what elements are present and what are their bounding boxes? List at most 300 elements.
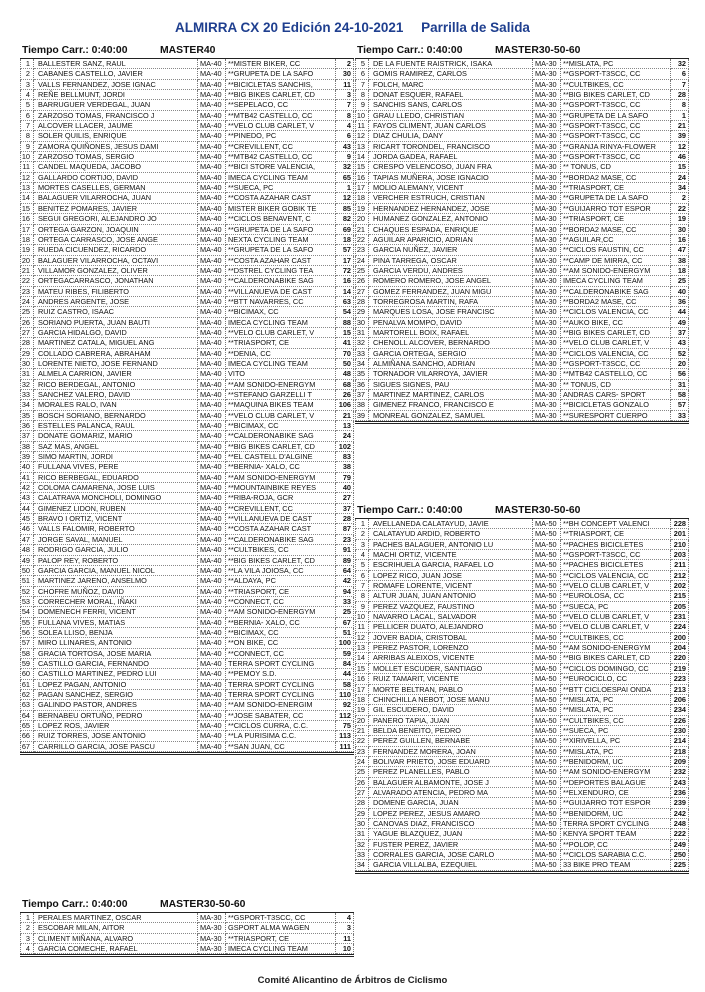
rider-category: MA-30 xyxy=(533,183,561,193)
bib-number: 4 xyxy=(336,913,354,923)
rider-category: MA-50 xyxy=(533,747,561,757)
table-row xyxy=(20,338,354,348)
rider-category: MA-50 xyxy=(533,716,561,726)
rider-name: DE LA FUENTE RAISTRICK, ISAKA xyxy=(369,59,533,69)
rider-name: GARCIA ORTEGA, SERGIO xyxy=(369,349,533,359)
start-position: 5 xyxy=(355,59,369,69)
team-name: **AM SONIDO-ENERGYM xyxy=(226,380,336,390)
rider-category: MA-40 xyxy=(198,390,226,400)
rider-name: BENITEZ POMARES, JAVIER xyxy=(34,204,198,214)
rider-category: MA-50 xyxy=(533,591,561,601)
rider-name: GALLARDO CORTIJO, DAVID xyxy=(34,173,198,183)
table-row xyxy=(355,664,689,674)
rider-category: MA-50 xyxy=(533,809,561,819)
table-row xyxy=(355,736,689,746)
start-position: 12 xyxy=(20,173,34,183)
team-name: **CALDERONABIKE SAG xyxy=(226,276,336,286)
table-row xyxy=(20,483,354,493)
bib-number: 57 xyxy=(671,400,689,410)
table-row xyxy=(20,421,354,431)
team-name: **CALDERONABIKE SAG xyxy=(226,535,336,545)
rider-category: MA-40 xyxy=(198,514,226,524)
rider-category: MA-40 xyxy=(198,493,226,503)
bib-number: 212 xyxy=(671,571,689,581)
start-position: 5 xyxy=(355,560,369,570)
team-name: **MISLATA, PC xyxy=(561,695,671,705)
bib-number: 12 xyxy=(336,193,354,203)
rider-name: ALVARADO ATENCIA, PEDRO MA xyxy=(369,788,533,798)
rider-name: ORTEGA CARRASCO, JOSE ANGE xyxy=(34,235,198,245)
rider-name: PELLICER DUATO, ALEJANDRO xyxy=(369,622,533,632)
rider-category: MA-40 xyxy=(198,183,226,193)
table-row xyxy=(20,162,354,172)
rider-name: PINA TARREGA, OSCAR xyxy=(369,256,533,266)
bib-number: 11 xyxy=(336,934,354,944)
table-row xyxy=(20,235,354,245)
start-position: 13 xyxy=(355,142,369,152)
bib-number: 24 xyxy=(336,431,354,441)
rider-category: MA-50 xyxy=(533,788,561,798)
table-row xyxy=(355,318,689,328)
table-row xyxy=(20,680,354,690)
rider-category: MA-30 xyxy=(533,400,561,410)
bib-number: 10 xyxy=(336,944,354,954)
table-row xyxy=(20,121,354,131)
team-name: **LA VILA JOIOSA, CC xyxy=(226,566,336,576)
rider-category: MA-40 xyxy=(198,121,226,131)
start-position: 30 xyxy=(355,318,369,328)
bib-number: 4 xyxy=(336,121,354,131)
category-title: MASTER30-50-60 xyxy=(495,45,581,56)
start-position: 16 xyxy=(355,674,369,684)
start-position: 15 xyxy=(20,204,34,214)
rider-name: ALTUR JUAN, JUAN ANTONIO xyxy=(369,591,533,601)
team-name: **MISTER BIKER, CC xyxy=(226,59,336,69)
table-row xyxy=(355,225,689,235)
team-name: **BENIDORM, UC xyxy=(561,757,671,767)
start-position: 3 xyxy=(20,934,34,944)
table-row xyxy=(355,359,689,369)
rider-category: MA-40 xyxy=(198,256,226,266)
team-name: **XIRIVELLA, PC xyxy=(561,736,671,746)
start-position: 47 xyxy=(20,535,34,545)
start-position: 23 xyxy=(355,747,369,757)
team-name: IMECA CYCLING TEAM xyxy=(226,359,336,369)
rider-category: MA-40 xyxy=(198,369,226,379)
table-row xyxy=(355,111,689,121)
table-row xyxy=(20,369,354,379)
team-name: **AGUILAR,CC xyxy=(561,235,671,245)
rider-category: MA-40 xyxy=(198,628,226,638)
rider-name: MARTINEZ CATALA, MIGUEL ANG xyxy=(34,338,198,348)
start-position: 19 xyxy=(355,705,369,715)
rider-name: CASTILLO MARTINEZ, PEDRO LUI xyxy=(34,669,198,679)
table-row xyxy=(355,287,689,297)
bib-number: 37 xyxy=(336,504,354,514)
rider-category: MA-40 xyxy=(198,380,226,390)
rider-category: MA-40 xyxy=(198,556,226,566)
rider-name: DOMENECH FERRI, VICENT xyxy=(34,607,198,617)
team-name: **CALDERONABIKE SAG xyxy=(561,287,671,297)
bib-number: 83 xyxy=(336,452,354,462)
category-title: MASTER40 xyxy=(160,45,216,56)
table-row xyxy=(355,276,689,286)
bib-number: 215 xyxy=(671,591,689,601)
bib-number: 87 xyxy=(336,524,354,534)
start-position: 56 xyxy=(20,628,34,638)
team-name: **GSPORT-T3SCC, CC xyxy=(561,69,671,79)
bib-number: 17 xyxy=(336,256,354,266)
rider-category: MA-50 xyxy=(533,550,561,560)
table-row xyxy=(355,390,689,400)
rider-category: MA-40 xyxy=(198,690,226,700)
bib-number: 20 xyxy=(671,359,689,369)
team-name: TERRA SPORT CYCLING xyxy=(226,680,336,690)
team-name: **BH CONCEPT VALENCI xyxy=(561,519,671,529)
rider-category: MA-50 xyxy=(533,529,561,539)
team-name: **AM SONIDO-ENERGYM xyxy=(226,607,336,617)
rider-category: MA-40 xyxy=(198,504,226,514)
rider-name: GALINDO PASTOR, ANDRES xyxy=(34,700,198,710)
start-position: 25 xyxy=(355,767,369,777)
table-row xyxy=(355,747,689,757)
bib-number: 33 xyxy=(336,597,354,607)
bib-number: 37 xyxy=(671,328,689,338)
table-row xyxy=(355,121,689,131)
rider-name: MARTINEZ JARENO, ANSELMO xyxy=(34,576,198,586)
bib-number: 25 xyxy=(671,276,689,286)
table-row xyxy=(355,80,689,90)
rider-name: MARTORELL BOIX, RAFAEL xyxy=(369,328,533,338)
rider-category: MA-30 xyxy=(533,142,561,152)
table-row xyxy=(355,152,689,162)
rider-category: MA-40 xyxy=(198,545,226,555)
rider-category: MA-40 xyxy=(198,328,226,338)
table-row xyxy=(355,653,689,663)
rider-category: MA-50 xyxy=(533,798,561,808)
table-row xyxy=(20,276,354,286)
rider-category: MA-50 xyxy=(533,695,561,705)
table-row xyxy=(355,798,689,808)
team-name: **GUIJARRO TOT ESPOR xyxy=(561,204,671,214)
rider-category: MA-40 xyxy=(198,276,226,286)
team-name: IMECA CYCLING TEAM xyxy=(226,318,336,328)
table-row xyxy=(20,307,354,317)
rider-category: MA-40 xyxy=(198,90,226,100)
bib-number: 15 xyxy=(336,328,354,338)
team-name: GSPORT ALMA WAGEN xyxy=(226,923,336,933)
rider-name: TORREGROSA MARTIN, RAFA xyxy=(369,297,533,307)
start-position: 9 xyxy=(355,100,369,110)
rider-category: MA-30 xyxy=(533,111,561,121)
team-name: **COSTA AZAHAR CAST xyxy=(226,524,336,534)
rider-name: ORTEGA GARZON, JOAQUIN xyxy=(34,225,198,235)
rider-category: MA-30 xyxy=(533,307,561,317)
rider-name: BOSCH SORIANO, BERNARDO xyxy=(34,411,198,421)
start-position: 4 xyxy=(355,550,369,560)
bib-number: 40 xyxy=(336,483,354,493)
team-name: **BICIMAX, CC xyxy=(226,421,336,431)
bib-number: 72 xyxy=(336,266,354,276)
rider-category: MA-40 xyxy=(198,359,226,369)
bib-number: 113 xyxy=(336,731,354,741)
rider-category: MA-40 xyxy=(198,638,226,648)
table-row xyxy=(355,307,689,317)
bib-number: 7 xyxy=(671,80,689,90)
start-position: 39 xyxy=(20,452,34,462)
rider-name: LORENTE NIETO, JOSE FERNAND xyxy=(34,359,198,369)
table-row xyxy=(20,524,354,534)
page-title xyxy=(0,20,705,35)
rider-name: VALLS FERNANDEZ, JOSE IGNAC xyxy=(34,80,198,90)
rider-category: MA-50 xyxy=(533,726,561,736)
rider-category: MA-50 xyxy=(533,685,561,695)
start-position: 30 xyxy=(355,819,369,829)
rider-category: MA-50 xyxy=(533,664,561,674)
start-position: 29 xyxy=(355,307,369,317)
table-row xyxy=(355,633,689,643)
table-row xyxy=(20,400,354,410)
table-row xyxy=(355,757,689,767)
start-position: 46 xyxy=(20,524,34,534)
rider-name: PEREZ PLANELLES, PABLO xyxy=(369,767,533,777)
rider-name: PALOP REY, ROBERTO xyxy=(34,556,198,566)
bib-number: 234 xyxy=(671,705,689,715)
rider-category: MA-30 xyxy=(533,297,561,307)
rider-name: HERNANDEZ HERNANDEZ, JOSE xyxy=(369,204,533,214)
start-position: 63 xyxy=(20,700,34,710)
bib-number: 8 xyxy=(336,111,354,121)
rider-name: RUIZ CASTRO, ISAAC xyxy=(34,307,198,317)
bib-number: 202 xyxy=(671,581,689,591)
team-name: **COSTA AZAHAR CAST xyxy=(226,193,336,203)
bib-number: 232 xyxy=(671,767,689,777)
bib-number: 39 xyxy=(671,131,689,141)
bib-number: 92 xyxy=(336,700,354,710)
bib-number: 48 xyxy=(336,369,354,379)
rider-category: MA-40 xyxy=(198,100,226,110)
team-name: **BIG BIKES CARLET, CD xyxy=(226,556,336,566)
start-position: 67 xyxy=(20,742,34,752)
bib-number: 68 xyxy=(336,380,354,390)
rider-category: MA-40 xyxy=(198,193,226,203)
start-position: 58 xyxy=(20,649,34,659)
start-position: 18 xyxy=(355,695,369,705)
team-name: **GSPORT-T3SCC, CC xyxy=(561,100,671,110)
start-position: 31 xyxy=(355,328,369,338)
rider-name: ALMELA CARRION, JAVIER xyxy=(34,369,198,379)
section-master30-left xyxy=(20,898,354,957)
bib-number: 38 xyxy=(336,462,354,472)
start-position: 7 xyxy=(355,80,369,90)
rider-category: MA-50 xyxy=(533,519,561,529)
team-name: **VELO CLUB CARLET, V xyxy=(561,622,671,632)
team-name: TERRA SPORT CYCLING xyxy=(226,659,336,669)
bib-number: 69 xyxy=(336,225,354,235)
table-row xyxy=(20,173,354,183)
team-name: **BORDA2 MASE, CC xyxy=(561,173,671,183)
bib-number: 210 xyxy=(671,540,689,550)
bib-number: 13 xyxy=(336,421,354,431)
table-row xyxy=(355,840,689,850)
rider-name: PERALES MARTINEZ, OSCAR xyxy=(34,913,198,923)
rider-name: CHOFRE MUÑOZ, DAVID xyxy=(34,587,198,597)
table-row xyxy=(20,287,354,297)
team-name: **GSPORT-T3SCC, CC xyxy=(226,913,336,923)
team-name: **AM SONIDO-ENERGIM xyxy=(226,700,336,710)
table-row xyxy=(20,628,354,638)
start-position: 38 xyxy=(20,442,34,452)
team-name: **GSPORT-T3SCC, CC xyxy=(561,359,671,369)
team-name: **MTB42 CASTELLO, CC xyxy=(226,111,336,121)
table-row xyxy=(20,442,354,452)
rider-name: RUIZ TAMARIT, VICENTE xyxy=(369,674,533,684)
table-row xyxy=(20,597,354,607)
start-position: 11 xyxy=(355,622,369,632)
start-position: 16 xyxy=(355,173,369,183)
start-position: 33 xyxy=(20,390,34,400)
start-position: 29 xyxy=(355,809,369,819)
rider-name: MARQUES LOSA, JOSE FRANCISC xyxy=(369,307,533,317)
bib-number: 220 xyxy=(671,653,689,663)
bib-number: 41 xyxy=(336,338,354,348)
rider-name: ROMERO ROMERO, JOSE ANGEL xyxy=(369,276,533,286)
table-row xyxy=(355,695,689,705)
team-name: **ELXENDURO, CE xyxy=(561,788,671,798)
rider-name: AVELLANEDA CALATAYUD, JAVIE xyxy=(369,519,533,529)
team-name: **CAMP DE MIRRA, CC xyxy=(561,256,671,266)
team-name: **TRIASPORT, CE xyxy=(561,214,671,224)
rider-category: MA-40 xyxy=(198,69,226,79)
team-name: **SUECA, PC xyxy=(561,726,671,736)
table-row xyxy=(20,462,354,472)
bib-number: 110 xyxy=(336,690,354,700)
rider-name: RICART TORONDEL, FRANCISCO xyxy=(369,142,533,152)
bib-number: 18 xyxy=(671,266,689,276)
table-row xyxy=(355,519,689,529)
rider-name: GRAU LLEDO, CHRISTIAN xyxy=(369,111,533,121)
rider-category: MA-50 xyxy=(533,829,561,839)
team-name: **CULTBIKES, CC xyxy=(561,716,671,726)
table-row xyxy=(20,214,354,224)
rider-category: MA-40 xyxy=(198,421,226,431)
team-name: **CONNECT, CC xyxy=(226,649,336,659)
team-name: **VELO CLUB CARLET, V xyxy=(561,581,671,591)
table-row xyxy=(20,700,354,710)
start-position: 20 xyxy=(20,256,34,266)
start-position: 10 xyxy=(20,152,34,162)
bib-number: 52 xyxy=(671,349,689,359)
bib-number: 28 xyxy=(336,514,354,524)
rider-category: MA-40 xyxy=(198,618,226,628)
start-position: 50 xyxy=(20,566,34,576)
rider-name: PACHES BALAGUER, ANTONIO LU xyxy=(369,540,533,550)
table-row xyxy=(20,152,354,162)
rider-name: COLOMA CAMARENA, JOSE LUIS xyxy=(34,483,198,493)
table-row xyxy=(355,245,689,255)
rider-category: MA-50 xyxy=(533,643,561,653)
team-name: **GRUPETA DE LA SAFO xyxy=(561,111,671,121)
rider-category: MA-40 xyxy=(198,731,226,741)
team-name: **MAQUINA BIKES TEAM xyxy=(226,400,336,410)
table-row xyxy=(355,643,689,653)
rider-category: MA-40 xyxy=(198,214,226,224)
rider-name: YAGUE BLAZQUEZ, JUAN xyxy=(369,829,533,839)
bib-number: 219 xyxy=(671,664,689,674)
start-position: 31 xyxy=(20,369,34,379)
team-name: **BICICLETAS SANCHIS, xyxy=(226,80,336,90)
bib-number: 58 xyxy=(336,680,354,690)
start-position: 7 xyxy=(20,121,34,131)
bib-number: 11 xyxy=(336,80,354,90)
table-row xyxy=(355,829,689,839)
start-position: 66 xyxy=(20,731,34,741)
rider-category: MA-40 xyxy=(198,307,226,317)
team-name: ** TONUS, CD xyxy=(561,380,671,390)
start-position: 2 xyxy=(20,923,34,933)
section-header xyxy=(20,898,354,912)
table-row xyxy=(355,235,689,245)
team-name: **BENIDORM, UC xyxy=(561,809,671,819)
rider-name: PENALVA MOMPO, DAVID xyxy=(369,318,533,328)
rider-category: MA-30 xyxy=(198,923,226,933)
bib-number: 3 xyxy=(336,90,354,100)
start-position: 33 xyxy=(355,850,369,860)
table-row xyxy=(355,726,689,736)
rider-name: JOVER BADIA, CRISTOBAL xyxy=(369,633,533,643)
table-row xyxy=(20,493,354,503)
table-row xyxy=(355,204,689,214)
rider-category: MA-30 xyxy=(533,266,561,276)
table-row xyxy=(20,545,354,555)
start-list-table xyxy=(20,58,354,755)
team-name: **CREVILLENT, CC xyxy=(226,504,336,514)
team-name: **VELO CLUB CARLET, V xyxy=(561,338,671,348)
team-name: **POLOP, CC xyxy=(561,840,671,850)
team-name: **CICLOS CURRA, C.C. xyxy=(226,721,336,731)
bib-number: 25 xyxy=(336,607,354,617)
rider-category: MA-40 xyxy=(198,204,226,214)
rider-name: TAPIAS MUÑERA, JOSE IGNACIO xyxy=(369,173,533,183)
rider-name: ZARZOSO TOMAS, SERGIO xyxy=(34,152,198,162)
start-position: 8 xyxy=(355,90,369,100)
start-position: 55 xyxy=(20,618,34,628)
rider-name: PANERO TAPIA, JUAN xyxy=(369,716,533,726)
rider-name: RICO BERDEGAL, ANTONIO xyxy=(34,380,198,390)
start-position: 6 xyxy=(20,111,34,121)
table-row xyxy=(20,411,354,421)
rider-category: MA-50 xyxy=(533,571,561,581)
table-row xyxy=(20,566,354,576)
start-position: 17 xyxy=(20,225,34,235)
rider-name: DONAT ESQUER, RAFAEL xyxy=(369,90,533,100)
team-name: IMECA CYCLING TEAM xyxy=(226,173,336,183)
bib-number: 239 xyxy=(671,798,689,808)
start-position: 21 xyxy=(355,225,369,235)
start-position: 1 xyxy=(355,519,369,529)
rider-category: MA-50 xyxy=(533,622,561,632)
table-row xyxy=(20,618,354,628)
bib-number: 16 xyxy=(671,235,689,245)
table-row xyxy=(355,69,689,79)
rider-category: MA-50 xyxy=(533,778,561,788)
table-row xyxy=(20,556,354,566)
start-position: 34 xyxy=(355,359,369,369)
table-row xyxy=(355,809,689,819)
table-row xyxy=(355,860,689,870)
team-name: **CICLOS DOMINGO, CC xyxy=(561,664,671,674)
start-position: 40 xyxy=(20,462,34,472)
